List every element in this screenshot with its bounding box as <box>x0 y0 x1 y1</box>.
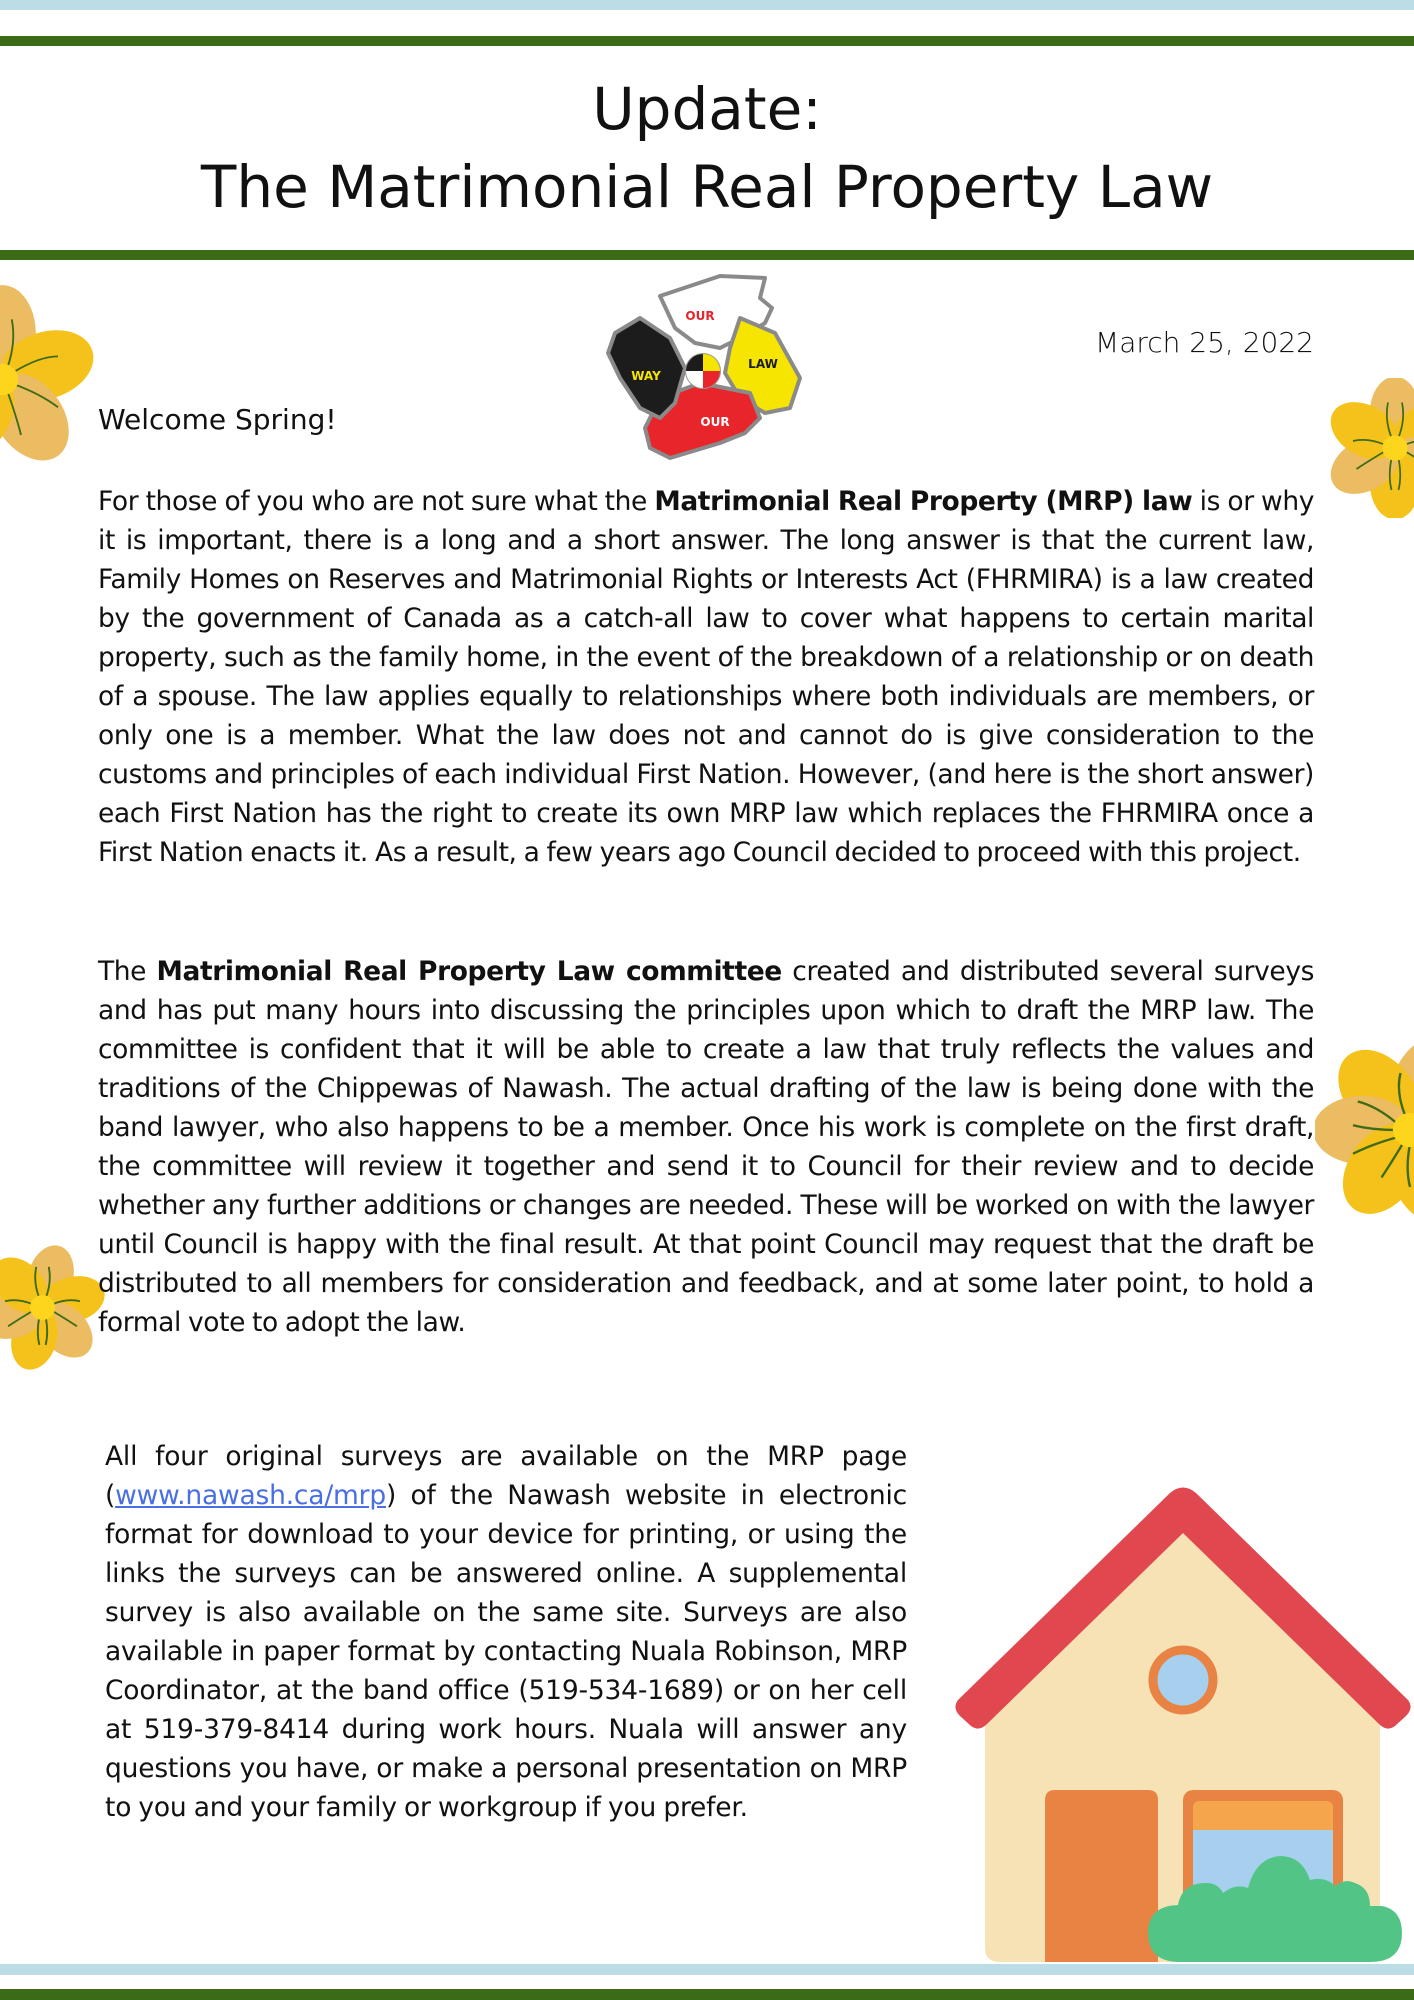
page-title <box>0 70 1414 226</box>
our-law-our-way-logo <box>600 268 810 473</box>
mrp-page-link[interactable]: www.nawash.ca/mrp <box>115 1480 386 1511</box>
title-line-1: Update: <box>592 75 822 143</box>
top-light-blue-band <box>0 0 1414 10</box>
logo-word-law: LAW <box>748 357 778 371</box>
flower-icon <box>0 1245 105 1370</box>
bottom-green-band <box>0 1989 1414 2000</box>
flower-icon <box>0 272 95 487</box>
flower-icon <box>1315 1030 1414 1230</box>
flower-icon <box>1325 378 1414 518</box>
bold-committee: Matrimonial Real Property Law committee <box>156 956 782 987</box>
house-illustration <box>950 1478 1412 1964</box>
logo-word-our-bottom: OUR <box>700 415 730 429</box>
bottom-light-blue-band <box>0 1964 1414 1975</box>
letter-date: March 25, 2022 <box>1095 326 1314 359</box>
greeting: Welcome Spring! <box>98 403 337 436</box>
title-line-2: The Matrimonial Real Property Law <box>200 153 1214 221</box>
title-bottom-green-band <box>0 250 1414 260</box>
paragraph-committee: The Matrimonial Real Property Law committee created and distributed several surveys and has put many hours into discussing the principles upon which to draft the MRP law. The committee is confident that it will be able to create a law that truly reflects the values and traditions of the Chippewas of Nawash. The actual drafting of the law is being done with the band lawyer, who also happens to be a member. Once his work is complete on the first draft, the committee will review it together and send it to Council for their review and to decide whether any further additions or changes are needed. These will be worked on with the lawyer until Council is happy with the final result. At that point Council may request that the draft be distributed to all members for consideration and feedback, and at some later point, to hold a formal vote to adopt the law. <box>98 956 1315 1338</box>
paragraph-surveys: All four original surveys are available on the MRP page (www.nawash.ca/mrp) of the Nawash website in electronic format for download to your device for printing, or using the links the surveys can be answered online. A supplemental survey is also available on the same site. Surveys are also available in paper format by contacting Nuala Robinson, MRP Coordinator, at the band office (519-534-1689) or on her cell at 519-379-8414 during work hours. Nuala will answer any questions you have, or make a personal presentation on MRP to you and your family or workgroup if you prefer. <box>105 1441 907 1823</box>
top-green-band <box>0 36 1414 46</box>
logo-word-way: WAY <box>631 369 661 383</box>
paragraph-mrp-intro: For those of you who are not sure what the Matrimonial Real Property (MRP) law is or why it is important, there is a long and a short answer. The long answer is that the current law, Family Homes on Reserves and Matrimonial Rights or Interests Act (FHRMIRA) is a law created by the government of Canada as a catch-all law to cover what happens to certain marital property, such as the family home, in the event of the breakdown of a relationship or on death of a spouse. The law applies equally to relationships where both individuals are members, or only one is a member. What the law does not and cannot do is give consideration to the customs and principles of each individual First Nation. However, (and here is the short answer) each First Nation has the right to create its own MRP law which replaces the FHRMIRA once a First Nation enacts it. As a result, a few years ago Council decided to proceed with this project. <box>98 486 1315 868</box>
bold-mrp-law: Matrimonial Real Property (MRP) law <box>654 486 1193 517</box>
logo-word-our-top: OUR <box>685 309 715 323</box>
